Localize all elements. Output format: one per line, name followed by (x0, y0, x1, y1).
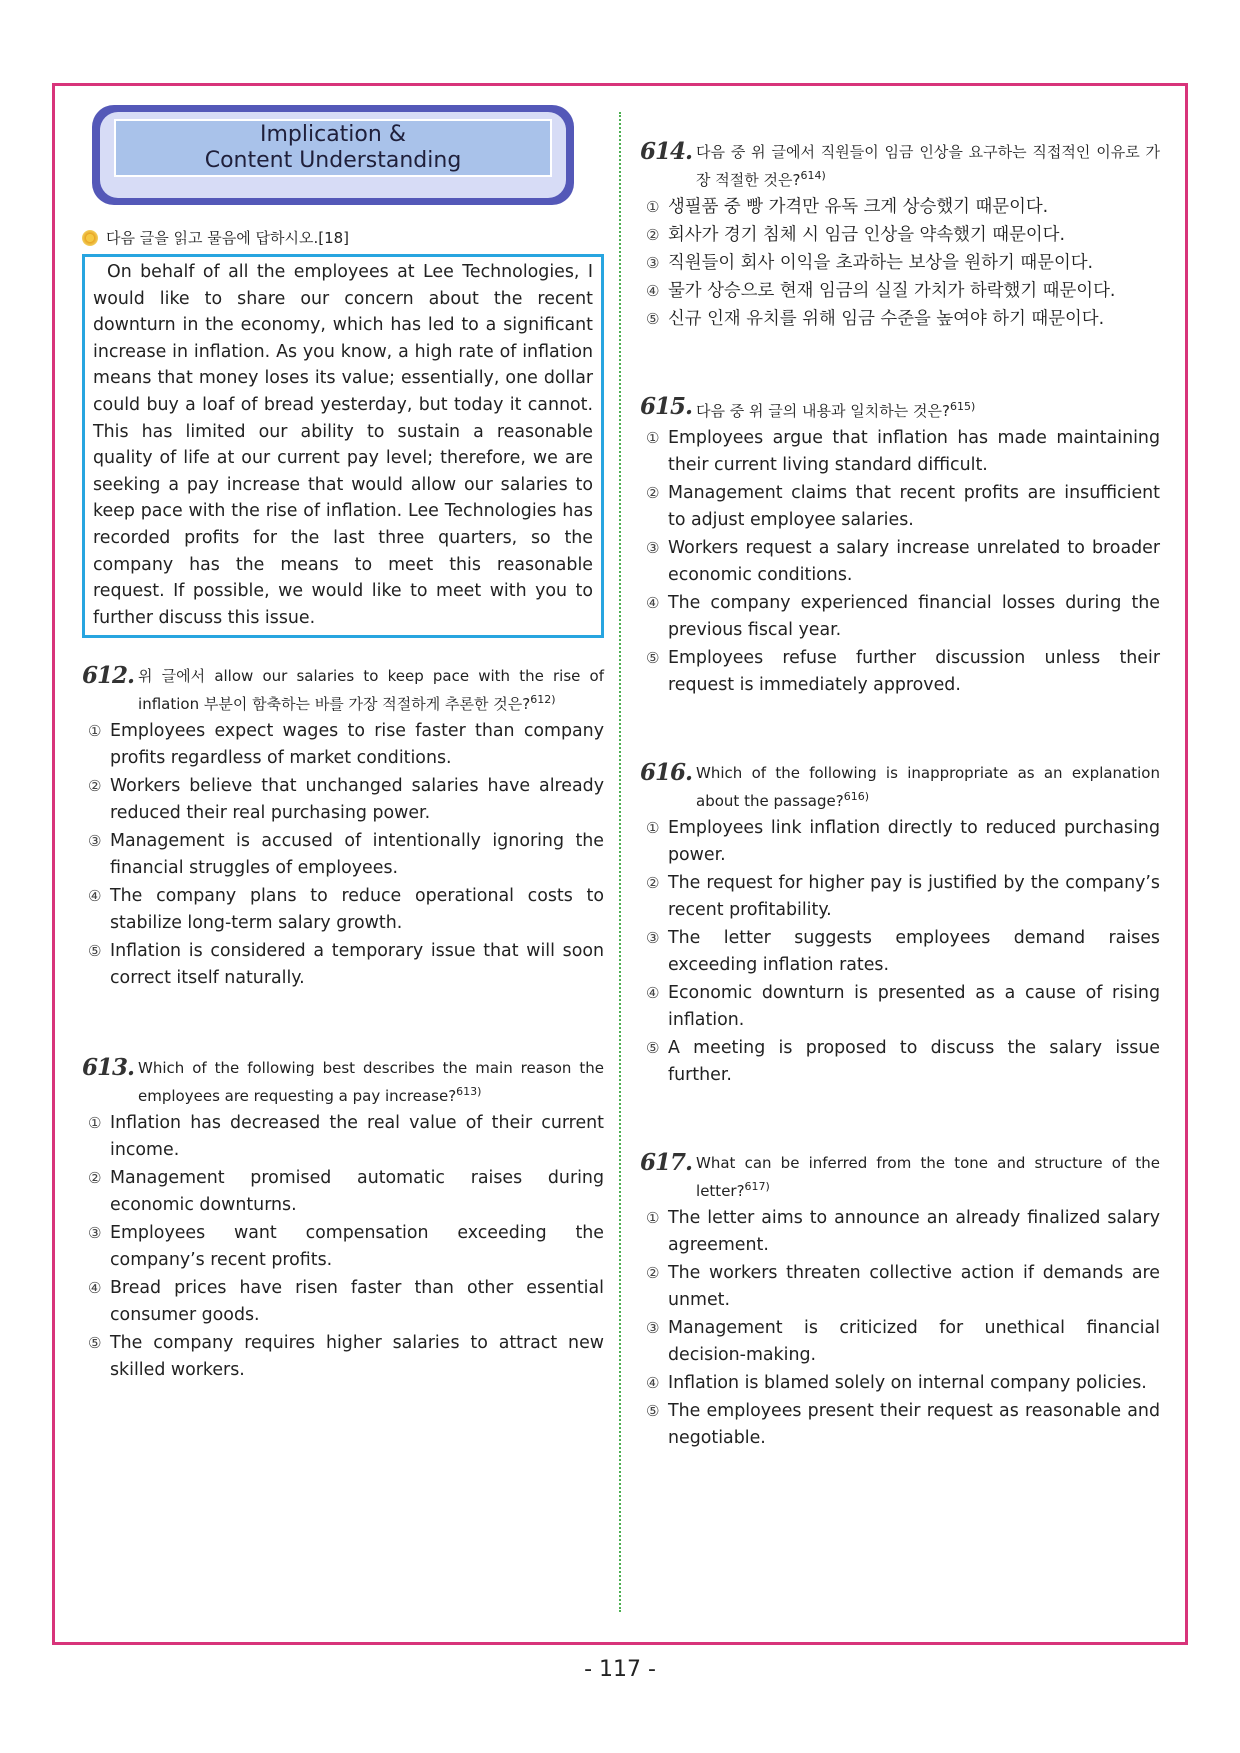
question-prompt-text: What can be inferred from the tone and structure of the letter? (696, 1154, 1160, 1200)
answer-choice[interactable] (82, 883, 604, 937)
choice-marker: ④ (88, 887, 102, 906)
flower-icon (82, 230, 98, 246)
footnote-ref: 614) (800, 169, 826, 182)
question-prompt (696, 140, 1160, 192)
answer-choice[interactable] (82, 718, 604, 772)
choice-text: 생필품 중 빵 가격만 유독 크게 상승했기 때문이다. (668, 197, 1049, 217)
answer-choice[interactable] (82, 1165, 604, 1219)
choice-marker: ① (88, 1114, 102, 1133)
question-prompt-text: 다음 중 위 글의 내용과 일치하는 것은? (696, 402, 950, 420)
answer-choice[interactable] (640, 222, 1160, 249)
choice-marker: ③ (646, 1319, 660, 1337)
answer-choice[interactable] (82, 773, 604, 827)
footnote-ref: 616) (843, 790, 870, 803)
choice-list (82, 718, 604, 992)
choice-marker: ⑤ (646, 310, 660, 328)
choice-text: The letter suggests employees demand raises exceeding inflation rates. (668, 928, 1160, 975)
footnote-ref: 612) (530, 693, 556, 707)
choice-marker: ② (88, 777, 102, 796)
choice-marker: ① (646, 429, 660, 447)
choice-marker: ③ (88, 1224, 102, 1243)
instruction-text: 다음 글을 읽고 물음에 답하시오.[18] (106, 229, 350, 247)
section-title-line1: Implication & (260, 122, 406, 147)
choice-marker: ④ (646, 984, 660, 1002)
column-divider (619, 112, 621, 1612)
answer-choice[interactable] (640, 1205, 1160, 1259)
answer-choice[interactable] (640, 250, 1160, 277)
choice-marker: ⑤ (88, 1334, 102, 1353)
choice-marker: ④ (646, 594, 660, 612)
question-614 (640, 140, 1160, 333)
question-head (640, 761, 1160, 813)
answer-choice[interactable] (640, 306, 1160, 333)
choice-text: Inflation has decreased the real value of their current income. (110, 1113, 604, 1161)
answer-choice[interactable] (640, 645, 1160, 699)
question-number: 613. (82, 1054, 135, 1082)
answer-choice[interactable] (640, 194, 1160, 221)
question-number: 615. (640, 393, 693, 420)
footnote-ref: 613) (456, 1085, 482, 1099)
answer-choice[interactable] (640, 425, 1160, 479)
choice-text: Bread prices have risen faster than other essential consumer goods. (110, 1278, 604, 1326)
choice-list (640, 425, 1160, 699)
choice-text: Workers believe that unchanged salaries have already reduced their real purchasing power. (110, 776, 604, 824)
choice-marker: ④ (88, 1279, 102, 1298)
question-head (640, 395, 1160, 423)
answer-choice[interactable] (640, 1370, 1160, 1397)
footnote-ref: 617) (744, 1180, 770, 1193)
answer-choice[interactable] (640, 870, 1160, 924)
choice-text: Employees link inflation directly to reduced purchasing power. (668, 818, 1160, 865)
answer-choice[interactable] (640, 590, 1160, 644)
question-prompt (696, 761, 1160, 813)
choice-marker: ③ (646, 539, 660, 557)
choice-marker: ② (646, 484, 660, 502)
choice-list (82, 1110, 604, 1384)
choice-marker: ③ (646, 254, 660, 272)
question-616 (640, 761, 1160, 1089)
answer-choice[interactable] (82, 1110, 604, 1164)
choice-text: Employees expect wages to rise faster than company profits regardless of market conditions. (110, 721, 604, 769)
choice-text: Management claims that recent profits are insufficient to adjust employee salaries. (668, 483, 1160, 530)
choice-text: Employees refuse further discussion unless their request is immediately approved. (668, 648, 1160, 695)
question-number: 617. (640, 1149, 693, 1176)
answer-choice[interactable] (640, 480, 1160, 534)
choice-marker: ① (88, 722, 102, 741)
answer-choice[interactable] (640, 1398, 1160, 1452)
choice-text: Workers request a salary increase unrelated to broader economic conditions. (668, 538, 1160, 585)
choice-text: 회사가 경기 침체 시 임금 인상을 약속했기 때문이다. (668, 225, 1066, 245)
question-prompt (138, 664, 604, 716)
question-prompt (696, 395, 1160, 423)
choice-marker: ① (646, 819, 660, 837)
answer-choice[interactable] (640, 980, 1160, 1034)
choice-list (640, 1205, 1160, 1452)
choice-marker: ④ (646, 1374, 660, 1392)
question-prompt-text: Which of the following is inappropriate as an explanation about the passage? (696, 764, 1160, 810)
section-title-line2: Content Understanding (204, 148, 462, 173)
answer-choice[interactable] (82, 1330, 604, 1384)
choice-text: The workers threaten collective action if demands are unmet. (668, 1263, 1160, 1310)
question-number: 612. (82, 662, 135, 690)
choice-text: Employees want compensation exceeding the company’s recent profits. (110, 1223, 604, 1271)
choice-marker: ② (88, 1169, 102, 1188)
answer-choice[interactable] (640, 1315, 1160, 1369)
question-prompt-text: Which of the following best describes the main reason the employees are requesting a pay increase? (138, 1059, 604, 1106)
answer-choice[interactable] (82, 1275, 604, 1329)
choice-text: A meeting is proposed to discuss the salary issue further. (668, 1038, 1160, 1085)
passage-text: On behalf of all the employees at Lee Technologies, I would like to share our concern about the recent downturn in the economy, which has led to a significant increase in inflation. As you know, a high rate of inflation means that money loses its value; essentially, one dollar could buy a loaf of bread yesterday, but today it cannot. This has limited our ability to sustain a reasonable quality of life at our current pay level; therefore, we are seeking a pay increase that would allow our salaries to keep pace with the rise of inflation. Lee Technologies has recorded profits for the last three quarters, so the company has the means to meet this reasonable request. If possible, we would like to meet with you to further discuss this issue. (93, 262, 593, 628)
choice-text: Employees argue that inflation has made maintaining their current living standard difficult. (668, 428, 1160, 475)
section-title (114, 119, 552, 177)
choice-marker: ② (646, 226, 660, 244)
question-head (640, 140, 1160, 192)
choice-text: Management promised automatic raises during economic downturns. (110, 1168, 604, 1216)
instruction (82, 227, 604, 248)
choice-marker: ⑤ (88, 942, 102, 961)
question-615 (640, 395, 1160, 699)
choice-text: The employees present their request as reasonable and negotiable. (668, 1401, 1160, 1448)
question-prompt-text: 위 글에서 allow our salaries to keep pace with the rise of inflation 부분이 함축하는 바를 가장 적절하게 추론한 것은? (138, 667, 604, 714)
choice-text: Management is criticized for unethical financial decision-making. (668, 1318, 1160, 1365)
choice-text: 신규 인재 유치를 위해 임금 수준을 높여야 하기 때문이다. (668, 309, 1105, 329)
question-head (82, 664, 604, 716)
choice-list (640, 194, 1160, 333)
choice-marker: ③ (646, 929, 660, 947)
question-613 (82, 1056, 604, 1384)
question-617 (640, 1151, 1160, 1452)
choice-text: 물가 상승으로 현재 임금의 실질 가치가 하락했기 때문이다. (668, 281, 1116, 301)
choice-marker: ② (646, 1264, 660, 1282)
choice-text: 직원들이 회사 이익을 초과하는 보상을 원하기 때문이다. (668, 253, 1094, 273)
reading-passage (82, 254, 604, 638)
page-number: - 117 - (584, 1657, 656, 1682)
choice-text: The company plans to reduce operational costs to stabilize long-term salary growth. (110, 886, 604, 934)
choice-list (640, 815, 1160, 1089)
choice-marker: ① (646, 1209, 660, 1227)
answer-choice[interactable] (82, 938, 604, 992)
answer-choice[interactable] (640, 1035, 1160, 1089)
question-prompt-text: 다음 중 위 글에서 직원들이 임금 인상을 요구하는 직접적인 이유로 가장 적절한 것은? (696, 143, 1160, 189)
answer-choice[interactable] (640, 535, 1160, 589)
choice-marker: ④ (646, 282, 660, 300)
answer-choice[interactable] (82, 1220, 604, 1274)
answer-choice[interactable] (640, 278, 1160, 305)
question-number: 616. (640, 759, 693, 786)
answer-choice[interactable] (82, 828, 604, 882)
question-number: 614. (640, 138, 693, 165)
question-prompt (696, 1151, 1160, 1203)
question-prompt (138, 1056, 604, 1108)
choice-text: The company requires higher salaries to attract new skilled workers. (110, 1333, 604, 1381)
choice-text: Management is accused of intentionally ignoring the financial struggles of employees. (110, 831, 604, 879)
question-head (82, 1056, 604, 1108)
choice-marker: ⑤ (646, 649, 660, 667)
choice-marker: ⑤ (646, 1402, 660, 1420)
choice-marker: ⑤ (646, 1039, 660, 1057)
answer-choice[interactable] (640, 925, 1160, 979)
choice-text: Economic downturn is presented as a cause of rising inflation. (668, 983, 1160, 1030)
choice-text: The request for higher pay is justified by the company’s recent profitability. (668, 873, 1160, 920)
choice-text: The letter aims to announce an already finalized salary agreement. (668, 1208, 1160, 1255)
choice-marker: ① (646, 198, 660, 216)
question-612 (82, 664, 604, 992)
answer-choice[interactable] (640, 815, 1160, 869)
choice-marker: ③ (88, 832, 102, 851)
section-banner (92, 105, 574, 205)
left-column (82, 105, 604, 1385)
choice-text: Inflation is considered a temporary issue that will soon correct itself naturally. (110, 941, 604, 989)
answer-choice[interactable] (640, 1260, 1160, 1314)
question-head (640, 1151, 1160, 1203)
choice-marker: ② (646, 874, 660, 892)
footnote-ref: 615) (949, 400, 976, 413)
choice-text: Inflation is blamed solely on internal company policies. (668, 1373, 1147, 1393)
right-column (640, 140, 1160, 1453)
choice-text: The company experienced financial losses during the previous fiscal year. (668, 593, 1160, 640)
